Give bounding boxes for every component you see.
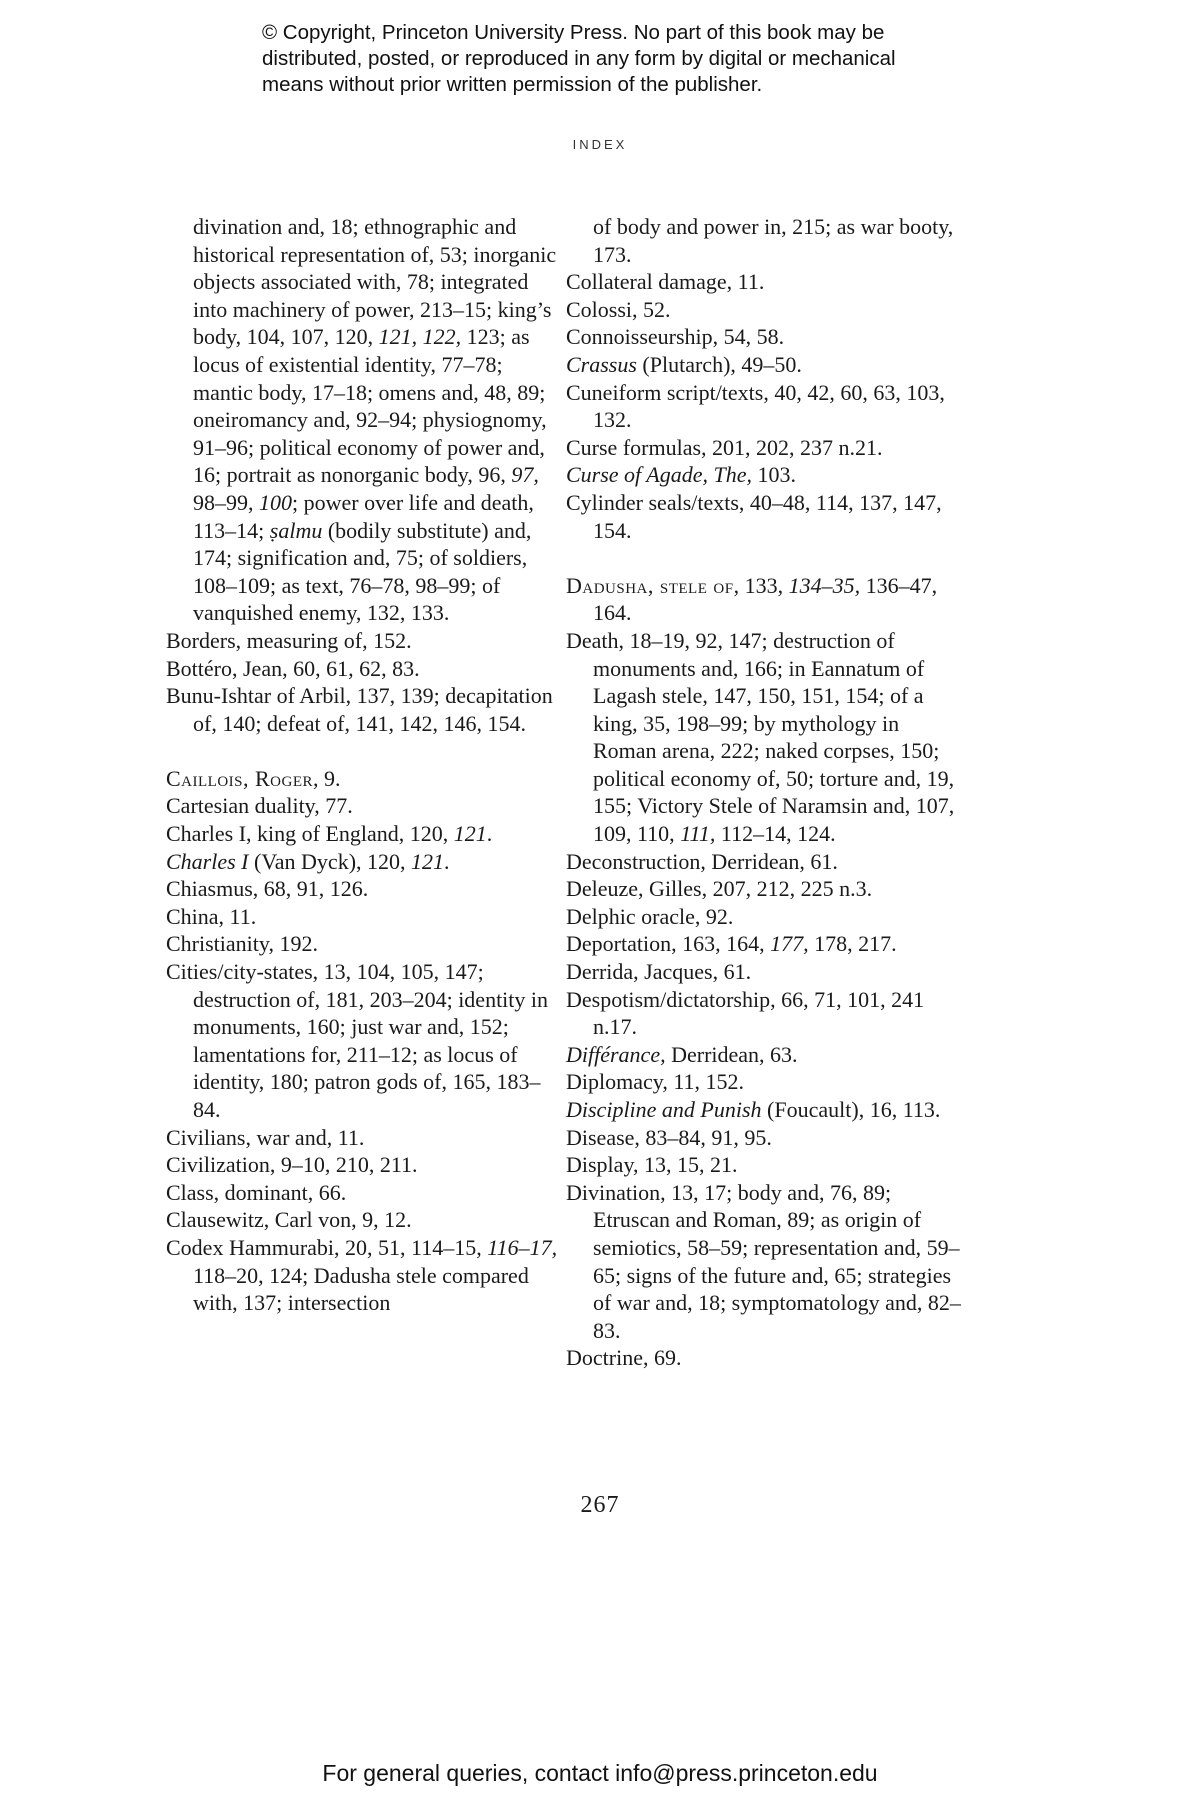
index-entry: Connoisseurship, 54, 58.	[566, 324, 785, 350]
index-entry: Caillois, Roger, 9.	[166, 765, 341, 791]
index-entry: Cuneiform script/texts, 40, 42, 60, 63, 103, 132.	[566, 379, 945, 433]
index-entry: Doctrine, 69.	[566, 1345, 682, 1371]
index-entry: Colossi, 52.	[566, 296, 671, 322]
index-entry: Deleuze, Gilles, 207, 212, 225 n.3.	[566, 876, 873, 902]
index-entry: Curse formulas, 201, 202, 237 n.21.	[566, 434, 883, 460]
index-entry: of body and power in, 215; as war booty, 173.	[593, 214, 954, 267]
index-entry: Deportation, 163, 164, 177, 178, 217.	[566, 931, 897, 957]
index-entry: Codex Hammurabi, 20, 51, 114–15, 116–17, 118–20, 124; Dadusha stele compared with, 137; intersection	[166, 1234, 558, 1316]
index-column-left	[166, 213, 561, 1317]
index-entry: Différance, Derridean, 63.	[566, 1041, 798, 1067]
index-entry: Class, dominant, 66.	[166, 1179, 347, 1205]
index-entry: Bunu-Ishtar of Arbil, 137, 139; decapitation of, 140; defeat of, 141, 142, 146, 154.	[166, 683, 553, 736]
index-entry: Civilians, war and, 11.	[166, 1124, 365, 1150]
index-entry: Chiasmus, 68, 91, 126.	[166, 876, 369, 902]
index-entry: Civilization, 9–10, 210, 211.	[166, 1152, 418, 1178]
index-entry: Cartesian duality, 77.	[166, 793, 353, 819]
letter-section-gap	[166, 737, 561, 765]
index-entry: Deconstruction, Derridean, 61.	[566, 848, 838, 874]
letter-section-gap	[566, 544, 961, 572]
index-entry: Curse of Agade, The, 103.	[566, 462, 796, 488]
index-entry: Collateral damage, 11.	[566, 269, 765, 295]
index-entry: Discipline and Punish (Foucault), 16, 113.	[566, 1097, 941, 1122]
index-entry: Cities/city-states, 13, 104, 105, 147; destruction of, 181, 203–204; identity in monuments, 160; just war and, 152; lamentations for, 211–12; as locus of identity, 180; patron gods of, 165, 183–84.	[166, 959, 549, 1122]
index-entry: Charles I, king of England, 120, 121.	[166, 821, 493, 847]
index-entry: Charles I (Van Dyck), 120, 121.	[166, 848, 450, 874]
index-entry: Borders, measuring of, 152.	[166, 627, 412, 653]
index-column-right	[566, 213, 961, 1372]
index-entry: Crassus (Plutarch), 49–50.	[566, 351, 802, 377]
copyright-line: © Copyright, Princeton University Press. No part of this book may be	[262, 21, 885, 44]
index-entry: Cylinder seals/texts, 40–48, 114, 137, 147, 154.	[566, 489, 942, 543]
copyright-line: distributed, posted, or reproduced in any form by digital or mechanical	[262, 47, 896, 70]
index-entry: divination and, 18; ethnographic and historical representation of, 53; inorganic objects associated with, 78; integrated into machinery of power, 213–15; king’s body, 104, 107, 120, 121, 122, 123; as locus of existential identity, 77–78; mantic body, 17–18; omens and, 48, 89; oneiromancy and, 92–94; physiognomy, 91–96; political economy of power and, 16; portrait as nonorganic body, 96, 97, 98–99, 100; power over life and death, 113–14; ṣalmu (bodily substitute) and, 174; signification and, 75; of soldiers, 108–109; as text, 76–78, 98–99; of vanquished enemy, 132, 133.	[193, 214, 557, 626]
index-entry: Clausewitz, Carl von, 9, 12.	[166, 1207, 412, 1233]
index-entry: Bottéro, Jean, 60, 61, 62, 83.	[166, 655, 420, 681]
index-entry: China, 11.	[166, 903, 257, 929]
index-entry: Divination, 13, 17; body and, 76, 89; Etruscan and Roman, 89; as origin of semiotics, 58–59; representation and, 59–65; signs of the future and, 65; strategies of war and, 18; symptomatology and, 82–83.	[566, 1179, 961, 1343]
running-head: INDEX	[572, 137, 628, 152]
index-entry: Diplomacy, 11, 152.	[566, 1069, 745, 1095]
footer-contact: For general queries, contact info@press.princeton.edu	[322, 1760, 878, 1786]
index-entry: Disease, 83–84, 91, 95.	[566, 1124, 772, 1150]
index-entry: Derrida, Jacques, 61.	[566, 959, 752, 985]
index-entry: Dadusha, stele of, 133, 134–35, 136–47, 164.	[566, 572, 938, 626]
index-entry: Despotism/dictatorship, 66, 71, 101, 241 n.17.	[566, 986, 925, 1040]
index-entry: Display, 13, 15, 21.	[566, 1152, 738, 1178]
index-entry: Christianity, 192.	[166, 931, 318, 957]
index-entry: Delphic oracle, 92.	[566, 903, 734, 929]
page-number: 267	[580, 1492, 620, 1518]
copyright-notice	[262, 20, 982, 98]
copyright-line: means without prior written permission of the publisher.	[262, 73, 763, 96]
index-entry: Death, 18–19, 92, 147; destruction of monuments and, 166; in Eannatum of Lagash stele, 147, 150, 151, 154; of a king, 35, 198–99; by mythology in Roman arena, 222; naked corpses, 150; political economy of, 50; torture and, 19, 155; Victory Stele of Naramsin and, 107, 109, 110, 111, 112–14, 124.	[566, 627, 955, 847]
